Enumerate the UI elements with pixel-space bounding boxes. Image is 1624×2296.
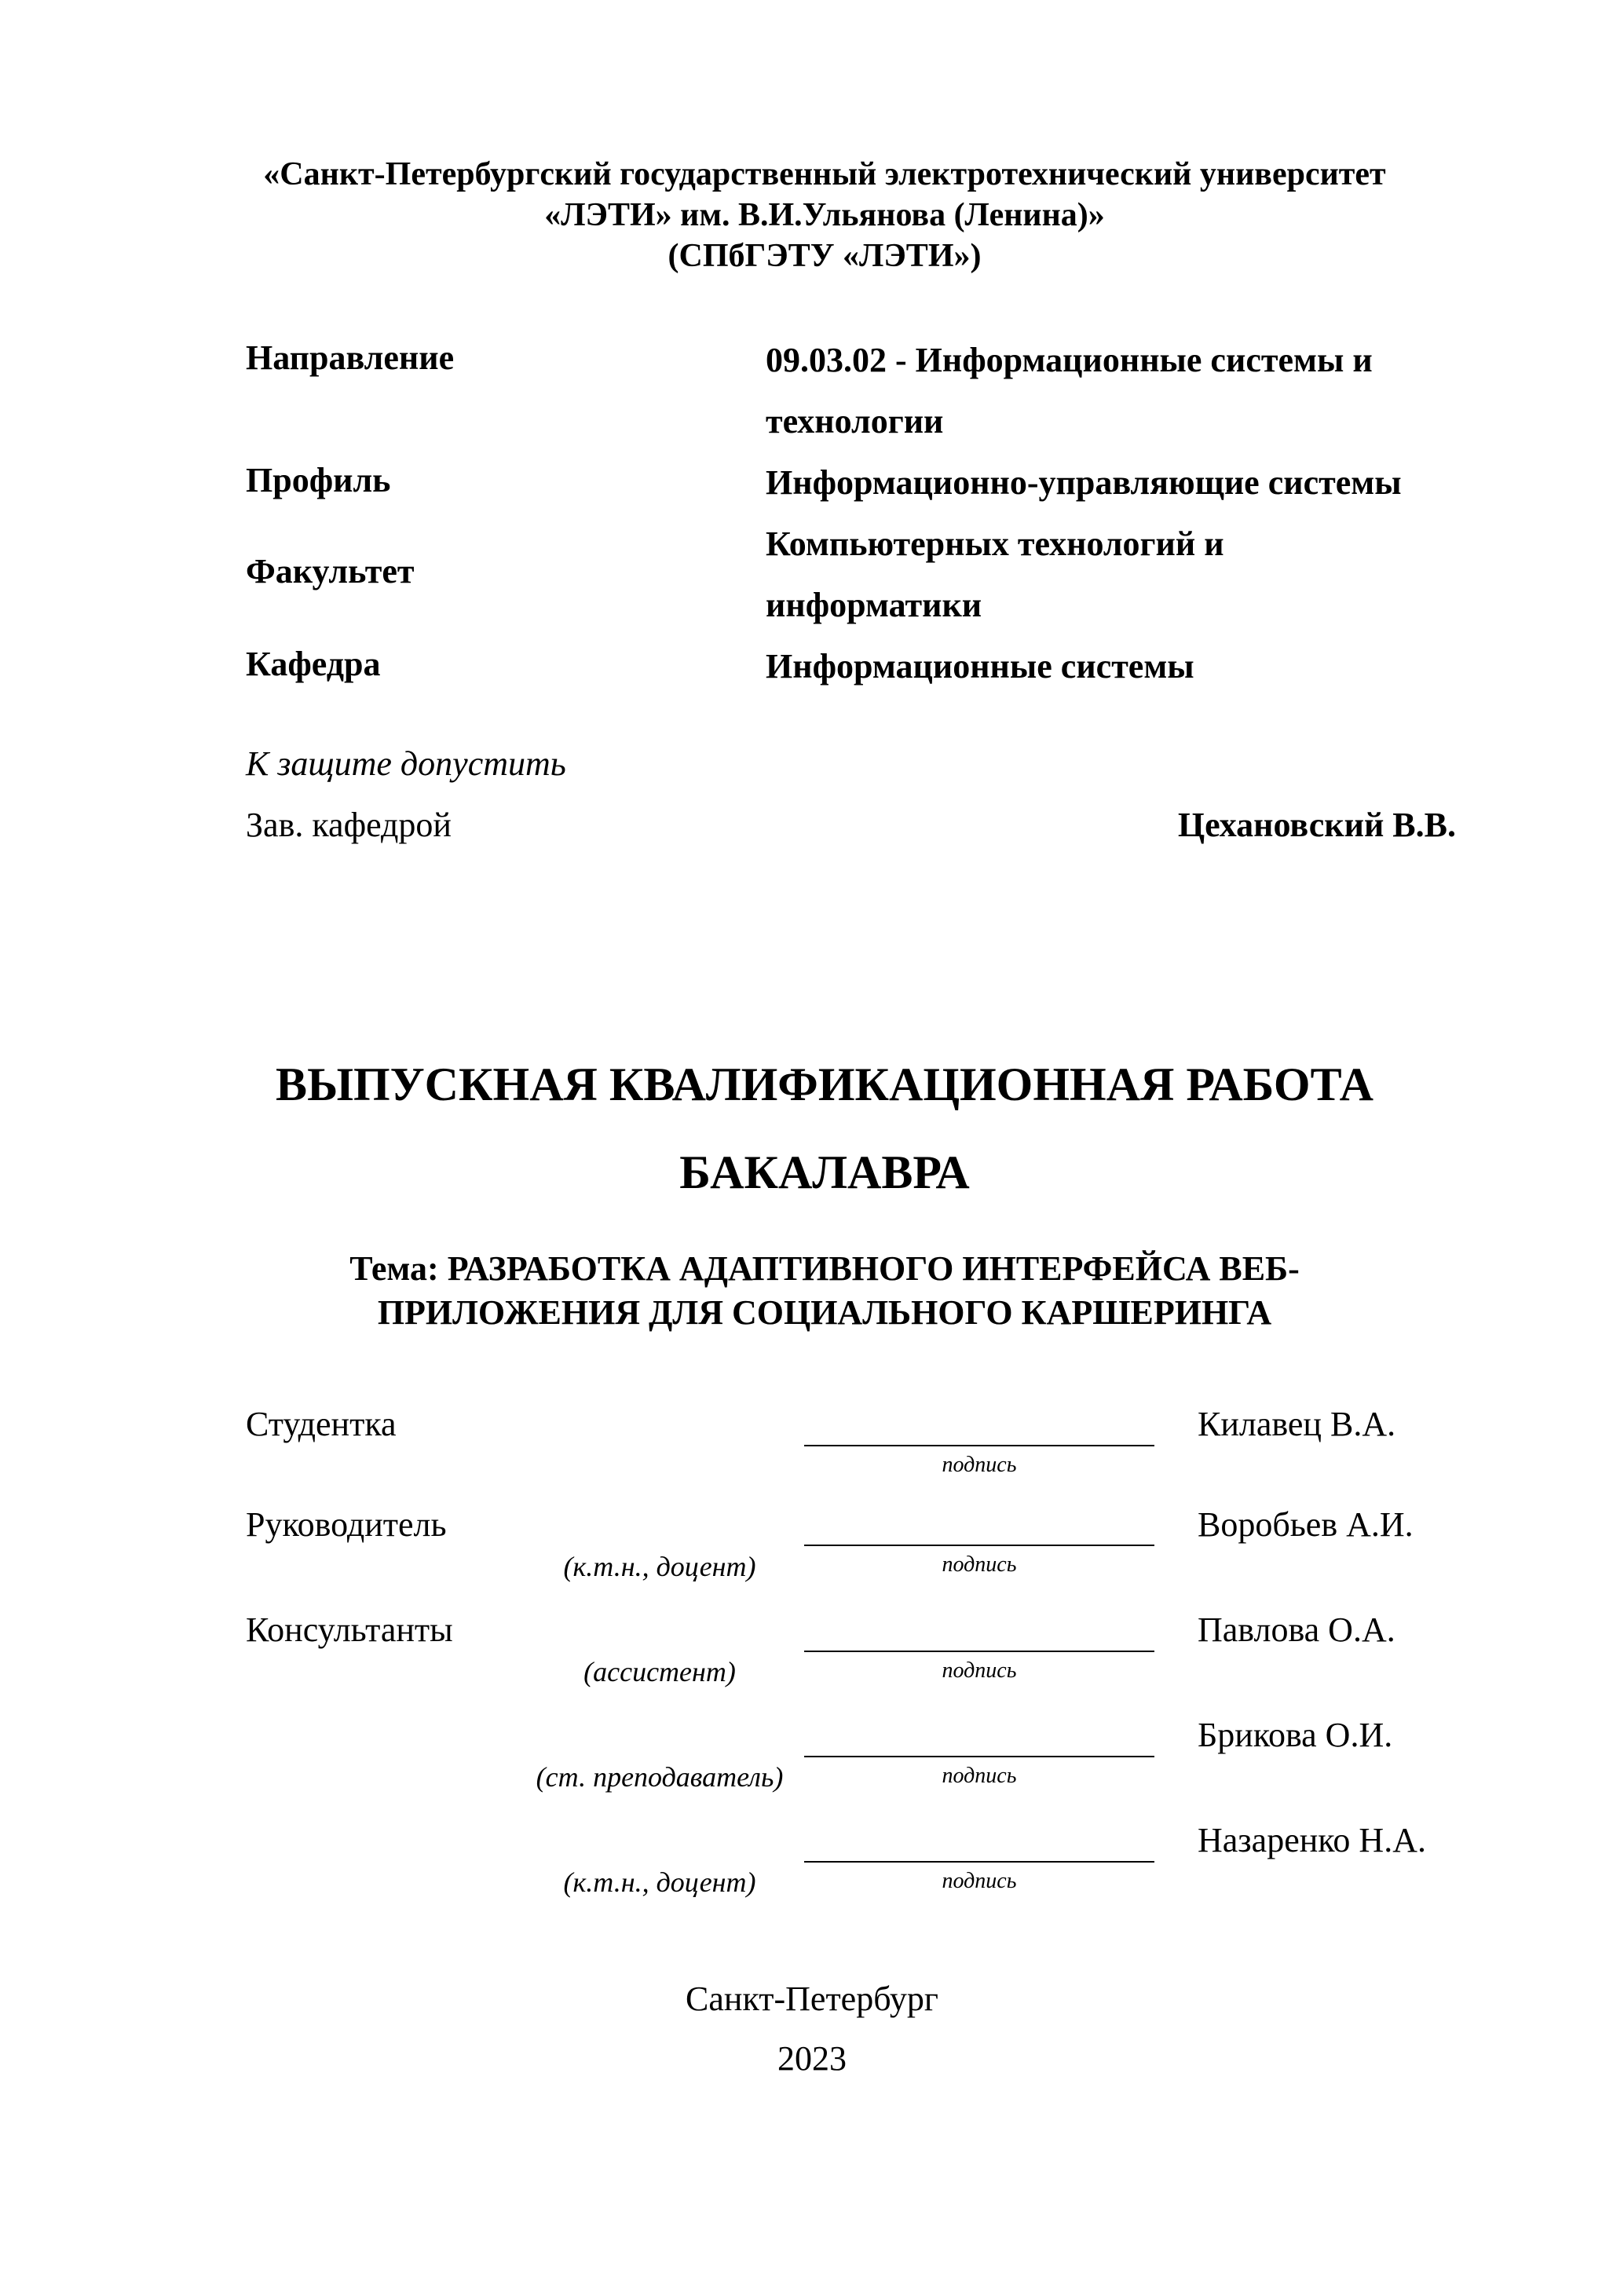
student-signature-line [804,1445,1154,1446]
university-name-line1: «Санкт-Петербургский государственный электротехнический университет [263,156,1386,192]
direction-value-line1: 09.03.02 - Информационные системы и [766,341,1373,379]
faculty-value-line2: информатики [766,586,982,624]
consultants-label: Консультанты [246,1610,453,1649]
consultant2-name: Брикова О.И. [1198,1716,1393,1754]
university-abbrev: (СПбГЭТУ «ЛЭТИ») [668,238,982,274]
profile-value: Информационно-управляющие системы [766,463,1402,502]
supervisor-position: (к.т.н., доцент) [563,1551,756,1582]
consultant1-signature-line [804,1651,1154,1652]
year: 2023 [777,2039,847,2078]
document-title-line1: ВЫПУСКНАЯ КВАЛИФИКАЦИОННАЯ РАБОТА [276,1058,1373,1110]
head-of-department-label: Зав. кафедрой [246,806,452,844]
supervisor-label: Руководитель [246,1505,447,1544]
supervisor-name: Воробьев А.И. [1198,1505,1414,1544]
document-title [204,1040,1445,1216]
thesis-topic [204,1247,1445,1335]
student-signature-caption: подпись [942,1453,1017,1477]
consultant2-signature-line [804,1756,1154,1757]
university-header [204,154,1445,276]
city: Санкт-Петербург [686,1980,938,2018]
faculty-value-line1: Компьютерных технологий и [766,525,1224,563]
direction-value-line2: технологии [766,402,944,441]
supervisor-signature-caption: подпись [942,1552,1017,1577]
supervisor-signature-line [804,1545,1154,1546]
consultant1-signature-caption: подпись [942,1658,1017,1683]
consultant3-signature-caption: подпись [942,1869,1017,1893]
direction-label: Направление [246,338,455,377]
department-label: Кафедра [246,645,381,683]
consultant2-position: (ст. преподаватель) [536,1761,784,1793]
department-value: Информационные системы [766,647,1194,686]
consultant1-position: (ассистент) [583,1656,736,1687]
document-title-line2: БАКАЛАВРА [679,1146,970,1198]
thesis-topic-line2: ПРИЛОЖЕНИЯ ДЛЯ СОЦИАЛЬНОГО КАРШЕРИНГА [377,1293,1272,1332]
consultant2-signature-caption: подпись [942,1764,1017,1788]
faculty-label: Факультет [246,552,415,590]
consultant1-name: Павлова О.А. [1198,1610,1395,1649]
consultant3-position: (к.т.н., доцент) [563,1866,756,1898]
head-of-department-name: Цехановский В.В. [1177,806,1456,844]
admission-note: К защите допустить [246,744,566,783]
consultant3-signature-line [804,1861,1154,1863]
consultant3-name: Назаренко Н.А. [1198,1821,1426,1859]
student-label: Студентка [246,1405,397,1443]
university-name-line2: «ЛЭТИ» им. В.И.Ульянова (Ленина)» [544,197,1105,233]
student-name: Килавец В.А. [1198,1405,1396,1443]
thesis-topic-line1: Тема: РАЗРАБОТКА АДАПТИВНОГО ИНТЕРФЕЙСА ВЕБ- [349,1249,1300,1288]
profile-label: Профиль [246,461,391,499]
